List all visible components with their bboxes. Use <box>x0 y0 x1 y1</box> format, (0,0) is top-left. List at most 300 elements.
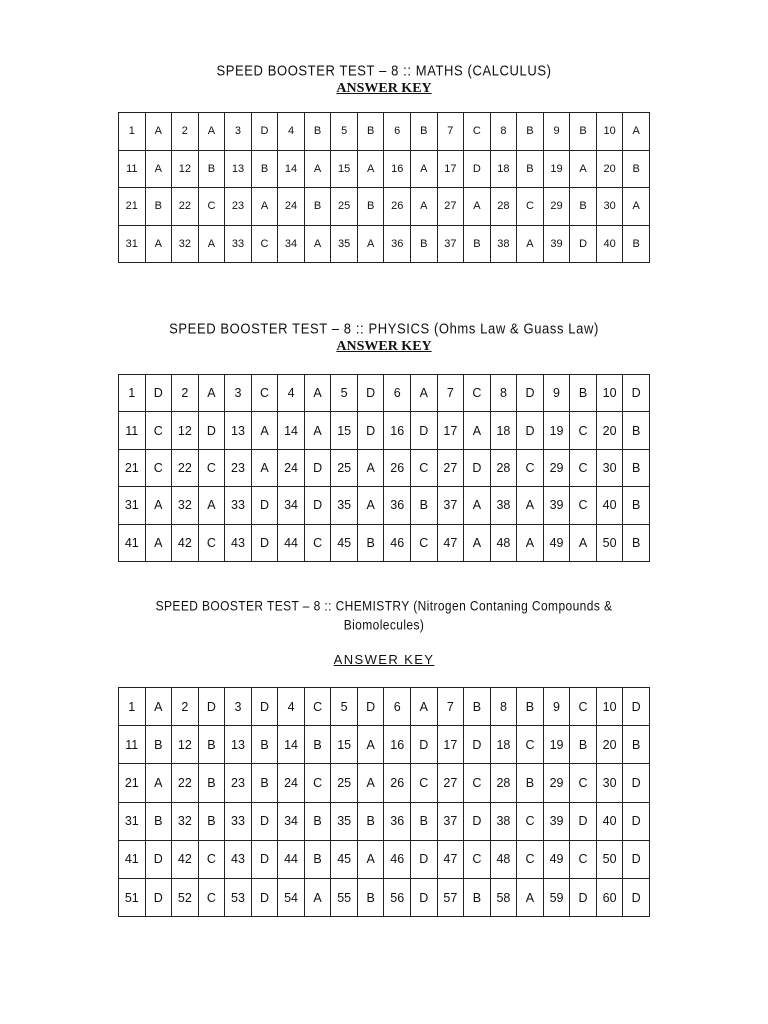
answer-cell: A <box>411 150 438 188</box>
question-number: 21 <box>119 449 146 486</box>
question-number: 47 <box>437 840 464 878</box>
answer-cell: A <box>570 524 597 561</box>
answer-cell: B <box>304 840 331 878</box>
question-number: 8 <box>490 688 517 726</box>
question-number: 7 <box>437 113 464 151</box>
answer-cell: D <box>570 802 597 840</box>
answer-cell: D <box>464 726 491 764</box>
question-number: 44 <box>278 524 305 561</box>
question-number: 2 <box>172 688 199 726</box>
question-number: 17 <box>437 726 464 764</box>
question-number: 42 <box>172 840 199 878</box>
answer-cell: C <box>570 840 597 878</box>
question-number: 16 <box>384 412 411 449</box>
answer-cell: B <box>570 375 597 412</box>
answer-row <box>119 449 650 486</box>
question-number: 16 <box>384 726 411 764</box>
question-number: 4 <box>278 688 305 726</box>
answer-cell: A <box>304 150 331 188</box>
question-number: 19 <box>543 150 570 188</box>
answer-cell: B <box>623 726 650 764</box>
question-number: 13 <box>225 412 252 449</box>
question-number: 30 <box>596 188 623 226</box>
question-number: 15 <box>331 150 358 188</box>
answer-row <box>119 150 650 188</box>
question-number: 14 <box>278 412 305 449</box>
answer-cell: A <box>357 487 384 524</box>
answer-cell: C <box>570 412 597 449</box>
question-number: 35 <box>331 225 358 263</box>
question-number: 45 <box>331 524 358 561</box>
answer-cell: A <box>145 688 172 726</box>
question-number: 6 <box>384 688 411 726</box>
answer-cell: B <box>251 764 278 802</box>
question-number: 44 <box>278 840 305 878</box>
chemistry-title-line-2: Biomolecules) <box>343 617 425 633</box>
answer-cell: B <box>517 113 544 151</box>
question-number: 22 <box>172 449 199 486</box>
answer-cell: D <box>145 375 172 412</box>
question-number: 24 <box>278 449 305 486</box>
answer-cell: B <box>304 188 331 226</box>
question-number: 26 <box>384 449 411 486</box>
question-number: 33 <box>225 225 252 263</box>
answer-cell: D <box>304 487 331 524</box>
answer-cell: B <box>517 688 544 726</box>
question-number: 24 <box>278 188 305 226</box>
question-number: 5 <box>331 375 358 412</box>
question-number: 7 <box>437 688 464 726</box>
question-number: 23 <box>225 449 252 486</box>
answer-cell: D <box>145 878 172 916</box>
question-number: 37 <box>437 487 464 524</box>
answer-cell: A <box>145 150 172 188</box>
question-number: 1 <box>119 375 146 412</box>
question-number: 39 <box>543 802 570 840</box>
question-number: 10 <box>596 688 623 726</box>
question-number: 21 <box>119 764 146 802</box>
question-number: 36 <box>384 225 411 263</box>
answer-row <box>119 764 650 802</box>
answer-cell: A <box>145 764 172 802</box>
question-number: 12 <box>172 726 199 764</box>
question-number: 15 <box>331 726 358 764</box>
question-number: 3 <box>225 375 252 412</box>
answer-cell: C <box>517 840 544 878</box>
question-number: 37 <box>437 225 464 263</box>
answer-cell: B <box>145 802 172 840</box>
answer-cell: C <box>464 375 491 412</box>
question-number: 27 <box>437 764 464 802</box>
question-number: 18 <box>490 412 517 449</box>
chemistry-section <box>0 599 768 633</box>
answer-cell: D <box>623 878 650 916</box>
answer-cell: B <box>198 764 225 802</box>
answer-cell: B <box>411 113 438 151</box>
answer-cell: A <box>464 412 491 449</box>
answer-cell: C <box>198 840 225 878</box>
question-number: 14 <box>278 726 305 764</box>
question-number: 6 <box>384 113 411 151</box>
question-number: 9 <box>543 113 570 151</box>
answer-cell: D <box>145 840 172 878</box>
question-number: 15 <box>331 412 358 449</box>
question-number: 59 <box>543 878 570 916</box>
answer-cell: B <box>304 113 331 151</box>
answer-cell: A <box>517 225 544 263</box>
answer-cell: D <box>570 225 597 263</box>
question-number: 35 <box>331 487 358 524</box>
question-number: 45 <box>331 840 358 878</box>
question-number: 6 <box>384 375 411 412</box>
chemistry-title-line-1: SPEED BOOSTER TEST – 8 :: CHEMISTRY (Nitrogen Contaning Compounds & <box>155 598 613 614</box>
question-number: 50 <box>596 840 623 878</box>
answer-cell: A <box>464 487 491 524</box>
answer-cell: D <box>411 726 438 764</box>
question-number: 34 <box>278 225 305 263</box>
answer-cell: C <box>198 878 225 916</box>
answer-cell: C <box>304 524 331 561</box>
answer-cell: A <box>464 524 491 561</box>
answer-cell: B <box>623 412 650 449</box>
question-number: 12 <box>172 412 199 449</box>
answer-cell: B <box>357 524 384 561</box>
answer-cell: D <box>517 375 544 412</box>
answer-cell: A <box>251 449 278 486</box>
answer-cell: B <box>198 802 225 840</box>
question-number: 41 <box>119 840 146 878</box>
answer-cell: D <box>198 412 225 449</box>
question-number: 31 <box>119 487 146 524</box>
answer-row <box>119 412 650 449</box>
answer-cell: B <box>357 878 384 916</box>
question-number: 22 <box>172 188 199 226</box>
question-number: 37 <box>437 802 464 840</box>
answer-cell: A <box>570 150 597 188</box>
question-number: 33 <box>225 487 252 524</box>
answer-cell: C <box>411 764 438 802</box>
answer-cell: C <box>517 726 544 764</box>
answer-cell: A <box>357 225 384 263</box>
answer-cell: B <box>357 802 384 840</box>
answer-cell: A <box>198 487 225 524</box>
answer-cell: C <box>251 375 278 412</box>
question-number: 55 <box>331 878 358 916</box>
answer-cell: C <box>304 764 331 802</box>
question-number: 43 <box>225 840 252 878</box>
question-number: 19 <box>543 412 570 449</box>
chemistry-subtitle-wrap <box>0 651 768 669</box>
question-number: 7 <box>437 375 464 412</box>
answer-cell: A <box>517 524 544 561</box>
question-number: 13 <box>225 726 252 764</box>
question-number: 27 <box>437 188 464 226</box>
answer-cell: A <box>145 524 172 561</box>
question-number: 24 <box>278 764 305 802</box>
answer-cell: C <box>570 487 597 524</box>
question-number: 23 <box>225 764 252 802</box>
answer-cell: B <box>145 188 172 226</box>
answer-row <box>119 878 650 916</box>
question-number: 5 <box>331 113 358 151</box>
answer-cell: A <box>251 412 278 449</box>
answer-cell: B <box>623 449 650 486</box>
answer-cell: D <box>570 878 597 916</box>
answer-row <box>119 113 650 151</box>
question-number: 17 <box>437 412 464 449</box>
answer-cell: B <box>304 802 331 840</box>
chemistry-title <box>0 597 768 635</box>
answer-cell: D <box>623 375 650 412</box>
question-number: 29 <box>543 188 570 226</box>
answer-cell: D <box>411 840 438 878</box>
question-number: 3 <box>225 688 252 726</box>
answer-cell: D <box>357 375 384 412</box>
answer-cell: D <box>251 113 278 151</box>
answer-cell: A <box>304 375 331 412</box>
answer-cell: B <box>623 225 650 263</box>
question-number: 29 <box>543 764 570 802</box>
question-number: 20 <box>596 412 623 449</box>
answer-cell: C <box>304 688 331 726</box>
answer-cell: A <box>623 188 650 226</box>
answer-cell: A <box>145 113 172 151</box>
physics-title: SPEED BOOSTER TEST – 8 :: PHYSICS (Ohms Law & Guass Law) <box>169 320 599 337</box>
answer-cell: B <box>357 113 384 151</box>
question-number: 3 <box>225 113 252 151</box>
answer-cell: B <box>198 150 225 188</box>
question-number: 36 <box>384 487 411 524</box>
answer-cell: C <box>145 412 172 449</box>
answer-cell: D <box>464 802 491 840</box>
answer-cell: C <box>198 449 225 486</box>
question-number: 5 <box>331 688 358 726</box>
question-number: 48 <box>490 524 517 561</box>
question-number: 56 <box>384 878 411 916</box>
question-number: 2 <box>172 113 199 151</box>
answer-cell: B <box>517 150 544 188</box>
question-number: 32 <box>172 802 199 840</box>
answer-cell: C <box>517 188 544 226</box>
answer-cell: D <box>623 764 650 802</box>
question-number: 38 <box>490 487 517 524</box>
question-number: 32 <box>172 487 199 524</box>
answer-cell: B <box>623 150 650 188</box>
question-number: 26 <box>384 764 411 802</box>
question-number: 51 <box>119 878 146 916</box>
answer-cell: D <box>251 487 278 524</box>
answer-cell: D <box>411 878 438 916</box>
answer-cell: D <box>357 412 384 449</box>
question-number: 11 <box>119 726 146 764</box>
answer-cell: A <box>464 188 491 226</box>
question-number: 42 <box>172 524 199 561</box>
answer-cell: D <box>464 150 491 188</box>
answer-cell: D <box>411 412 438 449</box>
answer-cell: C <box>198 188 225 226</box>
question-number: 21 <box>119 188 146 226</box>
answer-cell: A <box>517 878 544 916</box>
answer-cell: D <box>623 802 650 840</box>
answer-cell: A <box>198 225 225 263</box>
question-number: 54 <box>278 878 305 916</box>
question-number: 43 <box>225 524 252 561</box>
answer-cell: C <box>464 113 491 151</box>
question-number: 36 <box>384 802 411 840</box>
physics-answer-key-heading: ANSWER KEY <box>336 339 432 354</box>
answer-cell: B <box>411 225 438 263</box>
answer-cell: D <box>464 449 491 486</box>
question-number: 41 <box>119 524 146 561</box>
answer-cell: A <box>304 412 331 449</box>
answer-cell: B <box>357 188 384 226</box>
answer-cell: A <box>517 487 544 524</box>
answer-cell: A <box>145 225 172 263</box>
answer-row <box>119 225 650 263</box>
answer-cell: C <box>570 449 597 486</box>
answer-cell: C <box>517 449 544 486</box>
answer-cell: A <box>411 188 438 226</box>
answer-cell: A <box>251 188 278 226</box>
question-number: 28 <box>490 188 517 226</box>
answer-cell: B <box>464 688 491 726</box>
chemistry-answer-key-heading: ANSWER KEY <box>333 652 435 667</box>
question-number: 29 <box>543 449 570 486</box>
question-number: 34 <box>278 487 305 524</box>
answer-cell: B <box>251 726 278 764</box>
answer-cell: B <box>464 225 491 263</box>
answer-row <box>119 726 650 764</box>
question-number: 25 <box>331 188 358 226</box>
answer-cell: A <box>357 840 384 878</box>
answer-cell: C <box>145 449 172 486</box>
answer-cell: B <box>570 188 597 226</box>
question-number: 10 <box>596 113 623 151</box>
question-number: 11 <box>119 412 146 449</box>
answer-cell: D <box>623 688 650 726</box>
question-number: 11 <box>119 150 146 188</box>
physics-answer-table <box>118 374 650 562</box>
maths-answer-table <box>118 112 650 263</box>
answer-cell: B <box>145 726 172 764</box>
question-number: 22 <box>172 764 199 802</box>
question-number: 60 <box>596 878 623 916</box>
question-number: 46 <box>384 524 411 561</box>
question-number: 31 <box>119 225 146 263</box>
answer-cell: D <box>251 688 278 726</box>
answer-cell: D <box>198 688 225 726</box>
answer-cell: A <box>357 449 384 486</box>
question-number: 53 <box>225 878 252 916</box>
question-number: 30 <box>596 449 623 486</box>
answer-cell: C <box>411 449 438 486</box>
question-number: 2 <box>172 375 199 412</box>
answer-cell: A <box>304 878 331 916</box>
question-number: 39 <box>543 225 570 263</box>
question-number: 57 <box>437 878 464 916</box>
question-number: 27 <box>437 449 464 486</box>
answer-cell: C <box>517 802 544 840</box>
answer-cell: B <box>464 878 491 916</box>
question-number: 12 <box>172 150 199 188</box>
question-number: 17 <box>437 150 464 188</box>
answer-row <box>119 188 650 226</box>
question-number: 40 <box>596 225 623 263</box>
answer-cell: C <box>251 225 278 263</box>
answer-row <box>119 802 650 840</box>
answer-cell: A <box>411 688 438 726</box>
question-number: 49 <box>543 840 570 878</box>
maths-section <box>0 62 768 98</box>
maths-title: SPEED BOOSTER TEST – 8 :: MATHS (CALCULUS) <box>216 62 552 79</box>
question-number: 23 <box>225 188 252 226</box>
answer-cell: C <box>570 764 597 802</box>
question-number: 18 <box>490 150 517 188</box>
answer-cell: D <box>251 524 278 561</box>
answer-cell: B <box>517 764 544 802</box>
answer-cell: C <box>464 840 491 878</box>
question-number: 16 <box>384 150 411 188</box>
answer-cell: A <box>304 225 331 263</box>
answer-cell: A <box>145 487 172 524</box>
answer-cell: A <box>357 726 384 764</box>
answer-cell: D <box>304 449 331 486</box>
question-number: 33 <box>225 802 252 840</box>
question-number: 39 <box>543 487 570 524</box>
answer-cell: B <box>623 487 650 524</box>
answer-cell: A <box>357 764 384 802</box>
question-number: 9 <box>543 688 570 726</box>
question-number: 1 <box>119 688 146 726</box>
question-number: 10 <box>596 375 623 412</box>
question-number: 40 <box>596 802 623 840</box>
answer-row <box>119 688 650 726</box>
answer-cell: A <box>411 375 438 412</box>
maths-answer-key-heading: ANSWER KEY <box>336 81 432 96</box>
question-number: 8 <box>490 375 517 412</box>
answer-cell: A <box>357 150 384 188</box>
question-number: 32 <box>172 225 199 263</box>
question-number: 31 <box>119 802 146 840</box>
answer-cell: B <box>623 524 650 561</box>
question-number: 30 <box>596 764 623 802</box>
answer-cell: C <box>411 524 438 561</box>
question-number: 26 <box>384 188 411 226</box>
question-number: 28 <box>490 449 517 486</box>
answer-cell: D <box>251 802 278 840</box>
question-number: 34 <box>278 802 305 840</box>
answer-cell: B <box>198 726 225 764</box>
question-number: 8 <box>490 113 517 151</box>
question-number: 40 <box>596 487 623 524</box>
answer-cell: B <box>570 726 597 764</box>
answer-cell: B <box>251 150 278 188</box>
answer-cell: A <box>623 113 650 151</box>
question-number: 9 <box>543 375 570 412</box>
answer-cell: B <box>304 726 331 764</box>
question-number: 4 <box>278 375 305 412</box>
question-number: 13 <box>225 150 252 188</box>
physics-section <box>0 320 768 356</box>
question-number: 47 <box>437 524 464 561</box>
answer-cell: B <box>411 487 438 524</box>
answer-row <box>119 375 650 412</box>
question-number: 20 <box>596 726 623 764</box>
answer-cell: D <box>251 878 278 916</box>
answer-cell: C <box>464 764 491 802</box>
answer-cell: A <box>198 375 225 412</box>
question-number: 38 <box>490 802 517 840</box>
